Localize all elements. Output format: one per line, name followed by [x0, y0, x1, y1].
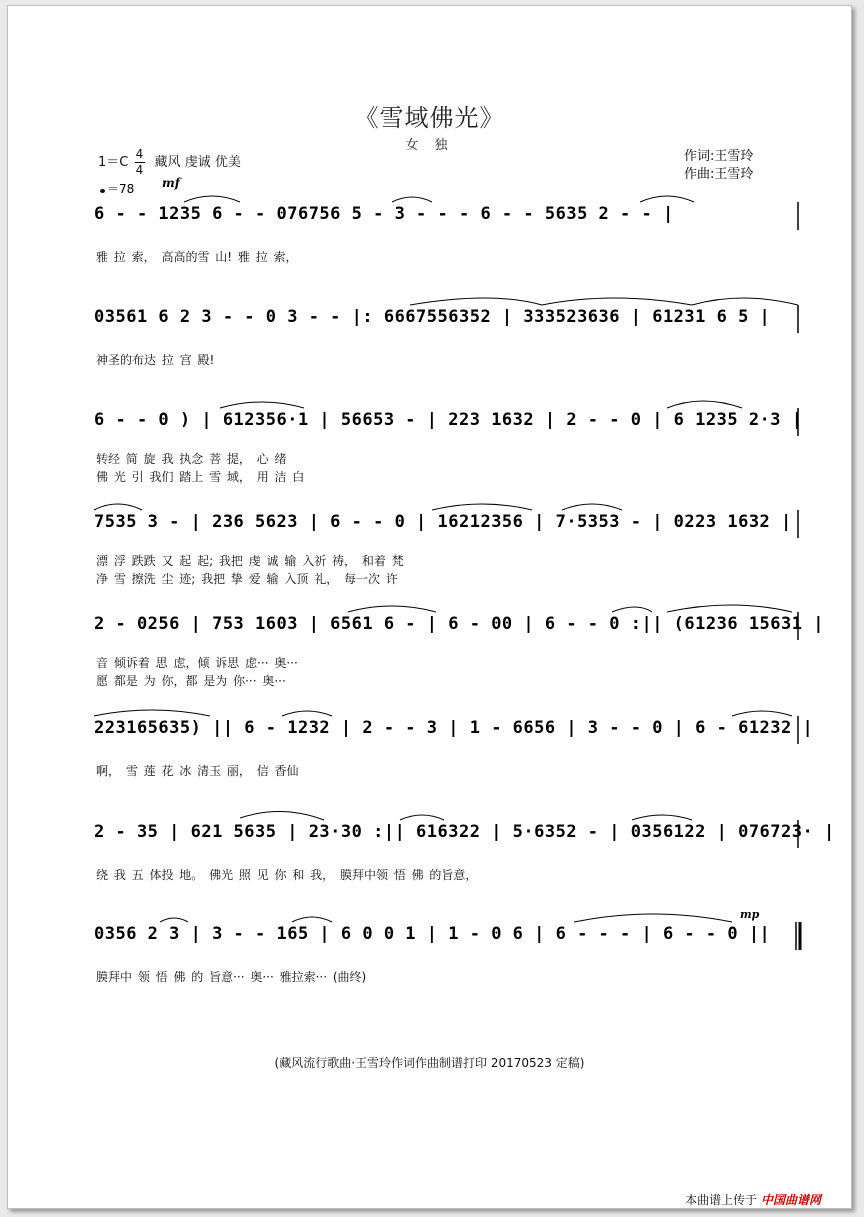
notation-line — [92, 299, 802, 339]
lyrics-verse-1: 啊， 雪 莲 花 冰 清玉 丽， 信 香仙 — [96, 764, 299, 778]
lyrics-verse-2: 佛 光 引 我们 踏上 雪 域， 用 洁 白 — [96, 470, 305, 484]
notes-text: 6 - - 1235 6 - - 076756 5 - 3 - - - 6 - - 5635 2 - - | — [94, 204, 674, 224]
lyrics-verse-1: 神圣的布达 拉 宫 殿! — [96, 353, 215, 367]
tempo-marking — [100, 180, 134, 197]
lyrics-verse-1: 音 倾诉着 思 虑，倾 诉思 虑··· 奥··· — [96, 656, 298, 670]
upload-text: 本曲谱上传于 — [685, 1193, 758, 1207]
composer: 作曲:王雪玲 — [684, 167, 754, 182]
time-signature — [135, 148, 145, 177]
style-marking: 藏风 虔诚 优美 — [154, 155, 241, 170]
notation-line — [92, 196, 802, 236]
credits — [684, 148, 753, 184]
lyrics-verse-2: 净 雪 擦洗 尘 迹; 我把 挚 爱 输 入顶 礼， 每一次 许 — [96, 572, 398, 586]
key-signature-line — [98, 148, 241, 177]
lyrics-verse-1: 漂 浮 跌跌 又 起 起; 我把 虔 诚 输 入祈 祷， 和着 梵 — [96, 554, 404, 568]
notation-line — [92, 504, 802, 544]
dynamic-mp: mp — [740, 908, 760, 921]
dynamic-mf: mf — [162, 176, 180, 190]
key-signature: 1＝C — [98, 155, 129, 170]
lyrics-verse-1: 雅 拉 索， 高高的雪 山! 雅 拉 索， — [96, 250, 298, 264]
notes-text: 6 - - 0 ) | 612356·1 | 56653 - | 223 1632 | 2 - - 0 | 6 1235 2·3 | — [94, 410, 803, 430]
notes-text: 2 - 35 | 621 5635 | 23·30 :|| 616322 | 5·6352 - | 0356122 | 076723· | — [94, 822, 835, 842]
footer-note: (藏风流行歌曲·王雪玲作词作曲制谱打印 20170523 定稿) — [274, 1056, 585, 1070]
notation-line — [92, 814, 835, 854]
tempo-value: ＝78 — [107, 182, 135, 196]
meter-top: 4 — [135, 147, 144, 161]
lyrics-verse-1: 膜拜中 领 悟 佛 的 旨意··· 奥··· 雅拉索··· (曲终) — [96, 970, 367, 984]
lyrics-verse-1: 转经 简 旋 我 执念 菩 提， 心 绪 — [96, 452, 287, 466]
score-page — [7, 5, 852, 1209]
notes-text: 7535 3 - | 236 5623 | 6 - - 0 | 16212356 | 7·5353 - | 0223 1632 | — [94, 512, 792, 532]
notation-line — [92, 916, 802, 956]
notes-text: 03561 6 2 3 - - 0 3 - - |: 6667556352 | 333523636 | 61231 6 5 | — [94, 307, 771, 327]
notation-line — [92, 606, 824, 646]
notation-line — [92, 710, 814, 750]
voice-type: 女 独 — [405, 138, 454, 153]
upload-credit — [685, 1191, 821, 1208]
quarter-note-icon — [100, 189, 105, 193]
lyricist: 作词:王雪玲 — [684, 149, 754, 164]
lyrics-verse-2: 愿 都是 为 你，都 是为 你··· 奥··· — [96, 674, 286, 688]
notes-text: 0356 2 3 | 3 - - 165 | 6 0 0 1 | 1 - 0 6 | 6 - - - | 6 - - 0 || — [94, 924, 771, 944]
notation-line — [92, 402, 802, 442]
site-logo: 中国曲谱网 — [760, 1193, 821, 1207]
song-title: 《雪域佛光》 — [354, 104, 505, 132]
meter-bottom: 4 — [135, 163, 144, 177]
lyrics-verse-1: 绕 我 五 体投 地。 佛光 照 见 你 和 我， 膜拜中领 悟 佛 的旨意， — [96, 868, 478, 882]
notes-text: 2 - 0256 | 753 1603 | 6561 6 - | 6 - 00 | 6 - - 0 :|| (61236 15631 | — [94, 614, 824, 634]
notes-text: 223165635) || 6 - 1232 | 2 - - 3 | 1 - 6656 | 3 - - 0 | 6 - 61232 | — [94, 718, 814, 738]
